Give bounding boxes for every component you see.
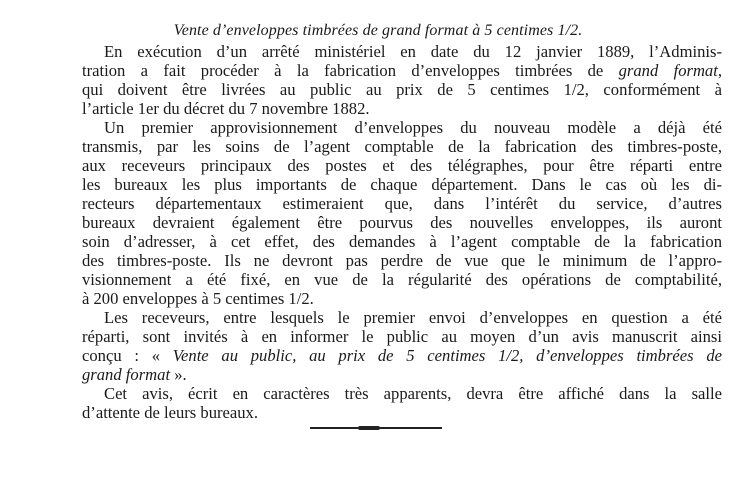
text-segment: transmis, par les soins de l’agent comptable de la fabrication des timbres-poste, [82,137,722,156]
text-segment: qui doivent être livrées au public au prix de 5 centimes 1/2, conformément à [82,80,722,99]
document-title: Vente d’enveloppes timbrées de grand format à 5 centimes 1/2. [173,22,583,39]
text-segment: recteurs départementaux estimeraient que, dans l’intérêt du service, d’autres [82,194,722,213]
text-line [82,346,722,365]
text-line [82,384,722,403]
text-line [82,327,722,346]
text-line [82,289,722,308]
closing-rule-divider [310,427,442,429]
text-line [82,194,722,213]
text-line [82,99,722,118]
document-body [82,42,722,422]
text-segment: des timbres-poste. Ils ne devront pas perdre de vue que le minimum de l’appro- [82,251,722,270]
text-segment: tration a fait procéder à la fabrication d’enveloppes timbrées de [82,61,619,80]
italic-text: grand format [82,365,171,384]
text-line [82,365,722,384]
text-segment: conçu : « [82,346,173,365]
text-segment: En exécution d’un arrêté ministériel en date du 12 janvier 1889, l’Adminis- [104,42,722,61]
text-segment: aux receveurs principaux des postes et des télégraphes, pour être réparti entre [82,156,722,175]
italic-text: Vente au public, au prix de 5 centimes 1/2, d’enveloppes timbrées de [172,346,722,365]
text-segment: visionnement a été fixé, en vue de la régularité des opérations de comptabilité, [82,270,722,289]
text-line [82,80,722,99]
text-line [82,137,722,156]
text-line [82,270,722,289]
text-segment: bureaux devraient également être pourvus des nouvelles enveloppes, ils auront [82,213,722,232]
text-line [82,308,722,327]
italic-text: grand format [618,61,718,80]
text-line [82,156,722,175]
text-line [82,118,722,137]
text-line [82,232,722,251]
text-line [82,213,722,232]
text-line [82,42,722,61]
text-line [82,175,722,194]
text-segment: les bureaux les plus importants de chaque département. Dans le cas où les di- [82,175,722,194]
text-segment: soin d’adresser, à cet effet, des demandes à l’agent comptable de la fabrication [82,232,722,251]
text-segment: , [717,61,722,80]
text-segment: d’attente de leurs bureaux. [82,403,259,422]
text-segment: Les receveurs, entre lesquels le premier envoi d’enveloppes en question a été [104,308,722,327]
text-segment: Cet avis, écrit en caractères très apparents, devra être affiché dans la salle [104,384,722,403]
text-segment: l’article 1er du décret du 7 novembre 1882. [82,99,370,118]
text-segment: Un premier approvisionnement d’enveloppes du nouveau modèle a déjà été [104,118,722,137]
text-segment: à 200 enveloppes à 5 centimes 1/2. [82,289,314,308]
text-line [82,403,722,422]
text-segment: ». [170,365,187,384]
text-line [82,251,722,270]
text-segment: réparti, sont invités à en informer le public au moyen d’un avis manuscrit ainsi [82,327,722,346]
text-line [82,61,722,80]
